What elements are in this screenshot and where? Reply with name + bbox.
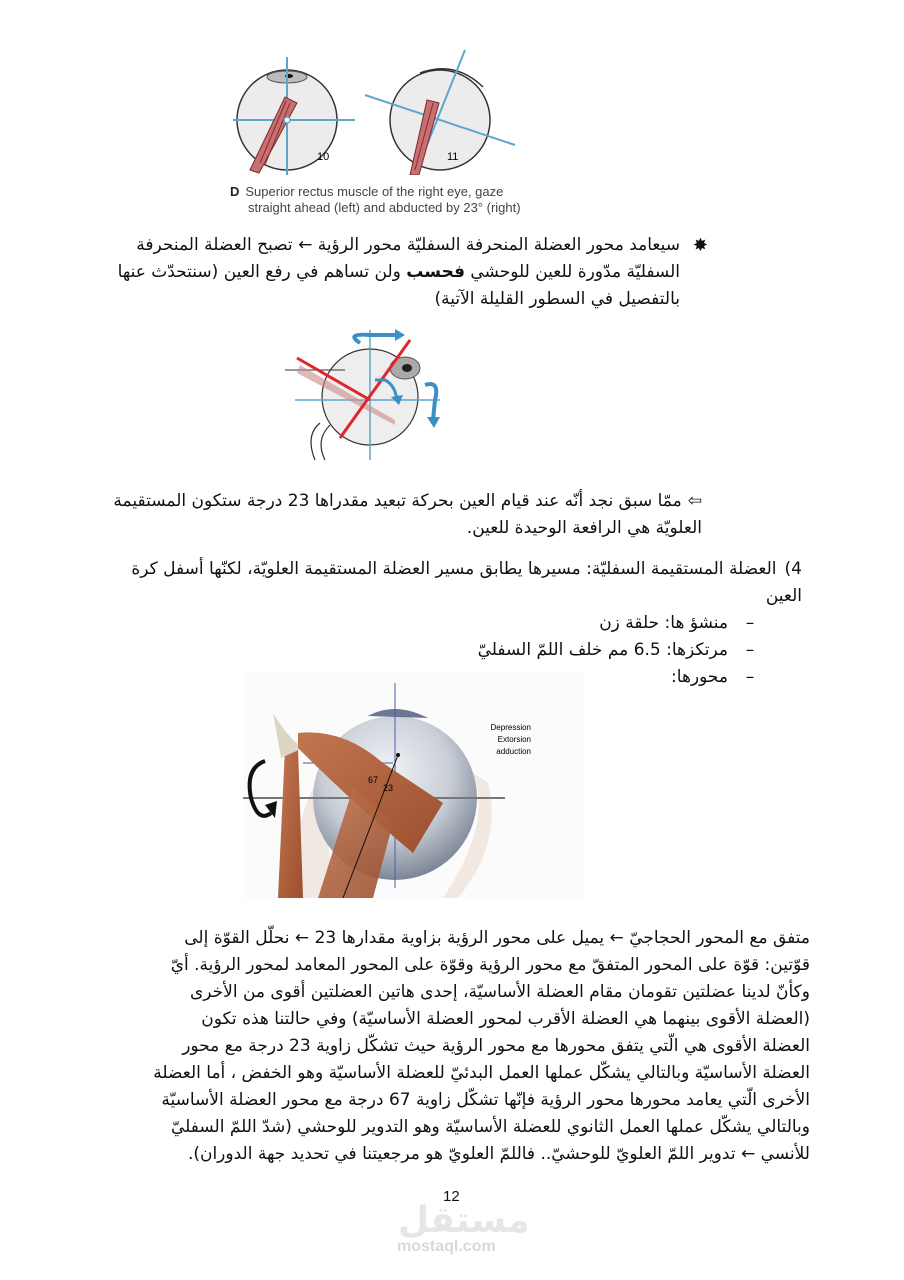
section-title: العضلة المستقيمة السفليّة: مسيرها يطابق مسير العضلة المستقيمة العلويّة، لكنّها أسفل كرة العين (131, 559, 802, 606)
figure-inferior-rectus (243, 673, 583, 898)
body-line: وبالتالي يشكّل عملها العمل الثانوي للعضلة الأساسيّة وهو التدوير للوحشي (شدّ اللمّ السفليّ (170, 1117, 810, 1137)
list-item-text: محورها: (671, 667, 728, 687)
line-2-post: ولن تساهم في رفع العين (سنتحدّث عنها (117, 262, 407, 282)
dash-bullet: – (745, 640, 755, 660)
conclusion-text-1: ممّا سبق نجد أنّه عند قيام العين بحركة تبعيد مقدراها 23 درجة ستكون المستقيمة (113, 491, 682, 511)
star-bullet-line-3: بالتفصيل في السطور القليلة الآتية) (434, 289, 680, 309)
page-number: 12 (443, 1188, 460, 1205)
body-line: قوّتين: قوّة على المحور المتفقّ مع محور الرؤية وقوّة على المحور المعامد لمحور الرؤية. أيّ (170, 955, 810, 975)
eye-diagram-superior-rectus (225, 45, 545, 175)
caption-letter: D (230, 184, 240, 199)
line-2-pre: السفليّة مدّورة للعين للوحشي (464, 262, 680, 282)
angle-67-label: 67 (368, 775, 379, 785)
eye-number-11: 11 (447, 151, 459, 163)
body-line: للأنسي ← تدوير اللمّ العلويّ للوحشيّ.. فاللمّ العلويّ هو مرجعيتنا في تحديد جهة الدوران). (187, 1144, 810, 1164)
body-paragraph (92, 925, 810, 1168)
body-line: الأخرى الّتي يعامد محورها محور الرؤية فإنّها تشكّل زاوية 67 درجة مع محور العضلة الأساسيّة (161, 1090, 810, 1110)
body-line: (العضلة الأقوى بينهما هي العضلة الأقرب لمحور العضلة الأساسيّة) وفي حالتنا هذه تكون (201, 1009, 810, 1029)
section-4-heading (92, 556, 802, 610)
figure-caption (230, 184, 550, 216)
section-4 (92, 556, 802, 691)
conclusion-line-1 (92, 488, 702, 515)
body-line: متفق مع المحور الحجاجيّ ← يميل على محور الرؤية بزاوية مقدارها 23 ← نحلّل القوّة إلى (184, 928, 810, 948)
eye-diagram-inferior-oblique (285, 325, 450, 465)
list-item (92, 610, 762, 637)
hollow-arrow-icon: ⇦ (687, 491, 702, 511)
watermark-url: mostaql.com (397, 1238, 496, 1255)
list-item-text: منشؤ ها: حلقة زن (599, 613, 728, 633)
star-bullet-line-1: سيعامد محور العضلة المنحرفة السفليّة محور الرؤية ← تصبح العضلة المنحرفة (136, 235, 680, 255)
body-line: وكأنّ لدينا عضلتين تقومان مقام العضلة الأساسيّة، إحدى هاتين العضلتين أقوى من الأخرى (189, 982, 810, 1002)
angle-23-label: 23 (383, 783, 394, 793)
emphasis-word: فحسب (406, 262, 465, 282)
caption-line-1: Superior rectus muscle of the right eye, gaze (245, 184, 504, 199)
caption-line-2: straight ahead (left) and abducted by 23° (right) (248, 200, 521, 215)
list-item (92, 637, 762, 664)
conclusion-paragraph (92, 488, 702, 542)
label-extorsion: Extorsion (497, 735, 531, 744)
label-depression: Depression (490, 723, 531, 732)
figure-superior-rectus (225, 45, 545, 175)
asterisk-star-icon: ✸ (692, 235, 708, 256)
conclusion-line-2: العلويّة هي الرافعة الوحيدة للعين. (466, 518, 702, 538)
star-bullet-paragraph (100, 232, 708, 313)
label-adduction: adduction (496, 747, 531, 756)
figure-inferior-oblique (285, 325, 450, 465)
section-number: 4) (784, 559, 802, 579)
dash-bullet: – (745, 613, 755, 633)
dash-bullet: – (745, 667, 755, 687)
star-bullet-line-2 (100, 259, 680, 286)
eye-diagram-inferior-rectus (243, 673, 583, 898)
watermark-arabic: مستقل (398, 1200, 530, 1241)
body-line: العضلة الأساسيّة وبالتالي يشكّل عملها العمل البدئيّ للعضلة الأساسيّة وهو الخفض ، أما العضلة (153, 1063, 810, 1083)
list-item-text: مرتكزها: 6.5 مم خلف اللمّ السفليّ (477, 640, 728, 660)
eye-number-10: 10 (317, 151, 330, 163)
body-line: العضلة الأقوى هي الّتي يتفق محورها مع محور الرؤية حيث تشكّل زاوية 23 درجة مع محور (182, 1036, 810, 1056)
